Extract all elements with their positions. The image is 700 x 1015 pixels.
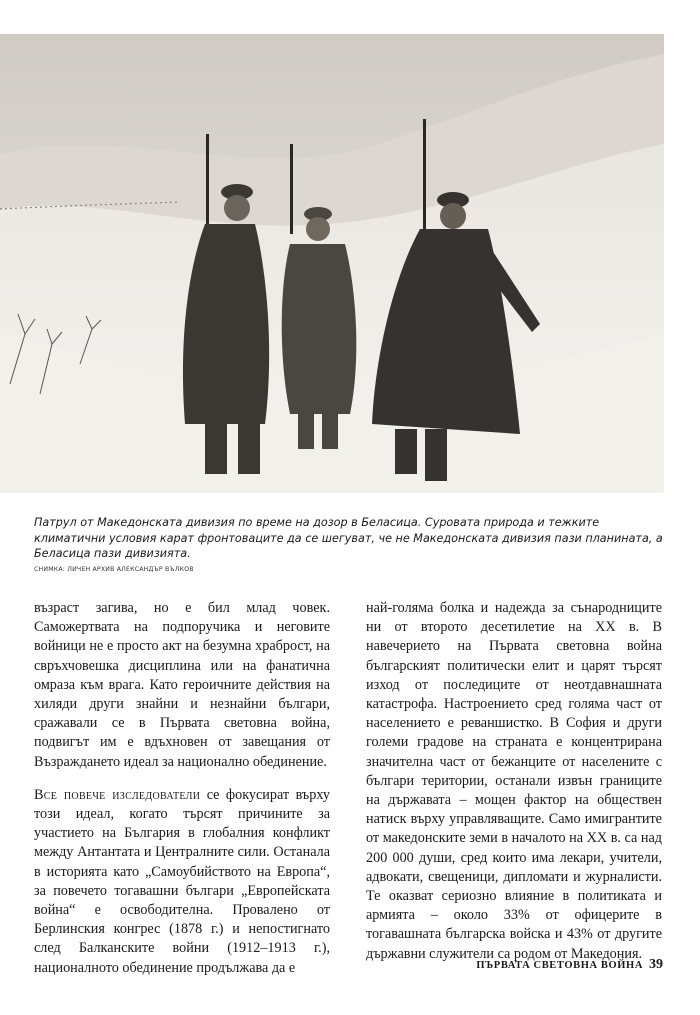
article-column-left	[34, 599, 330, 978]
paragraph-text: се фокусират върху този идеал, когато търсят причините за участието на България в глобалния конфликт между Антантата и Централните сили. Останала в историята като „Самоубийството на Европа“, за повечето тогавашни българи „Европейската война“ е освободителна. Провалено от Берлинския конгрес (1878 г.) и непостигнато след Балканските войни (1912–1913 г.), националното обединение продължава да е	[34, 786, 331, 976]
page-number: 39	[649, 957, 663, 972]
section-title: ПЪРВАТА СВЕТОВНА ВОЙНА	[476, 960, 643, 971]
photo-caption: Патрул от Македонската дивизия по време на дозор в Беласица. Суровата природа и тежките климатични условия карат фронтоваците да се шегуват, че не Македонската дивизия пази планината, а Беласица пази дивизията.	[34, 516, 663, 560]
paragraph-lead: Все повече изследователи	[34, 786, 201, 803]
paragraph: най-голяма болка и надежда за сънародниците ни от второто десетилетие на XX в. В навечерието на Първата световна война българският политически елит и царят търсят изход от последиците от неотдавнашната катастрофа. Настроението сред голяма част от населението е реваншистко. В София и други големи градове на страната е концентрирана значителна част от бежанците от населените с българи територии, останали извън границите на държавата – мощен фактор на обществен натиск върху управляващите. Само имигрантите от македонските земи в началото на XX в. са над 200 000 души, сред които има лекари, учители, адвокати, свещеници, дипломати и журналисти. Те оказват сериозно влияние в политиката и армията – около 33% от офицерите в тогавашната българска войска и 43% от другите държавни служители са родом от Македония.	[366, 600, 662, 962]
page-footer	[476, 955, 663, 973]
soldiers-patrol-photo	[0, 34, 664, 493]
historical-photo	[0, 34, 664, 493]
paragraph: възраст загива, но е бил млад човек. Саможертвата на подпоручика и неговите войници не е просто акт на безумна храброст, на свръхчовешка дисциплина или на фанатична омраза към врага. Като героичните действия на хиляди други знайни и незнайни българи, сражавали се в Първата световна война, подвигът им е вдъхновен от завещания от Възраждането идеал за национално обединение.	[34, 600, 330, 770]
paragraph	[34, 786, 330, 978]
photo-credit: СНИМКА: ЛИЧЕН АРХИВ АЛЕКСАНДЪР ВЪЛКОВ	[34, 566, 194, 573]
article-column-right	[366, 599, 662, 964]
